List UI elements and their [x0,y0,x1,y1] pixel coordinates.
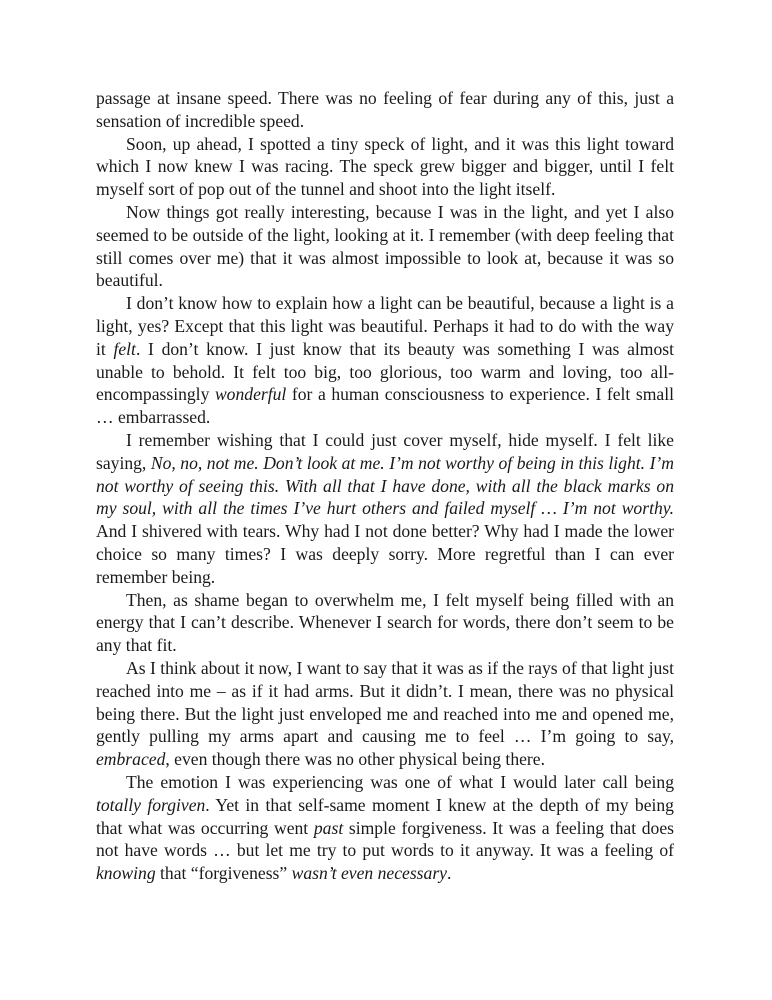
paragraph-text: . [446,863,452,884]
book-page-body [96,87,674,885]
paragraph-text: . I don’t know. I just know that its beauty was something I was almost unable to behold. It felt too big, too glorious, too warm and loving, too all-encompassingly [96,338,674,405]
italic-text: totally forgiven [96,794,206,815]
paragraph-text: . Yet in that self-same moment I knew at the depth of my being that what was occurring went [96,794,674,838]
italic-text: wasn’t even necessary [291,863,447,884]
paragraph-7 [96,657,674,771]
paragraph-text: As I think about it now, I want to say that it was as if the rays of that light just reached into me – as if it had arms. But it didn’t. I mean, there was no physical being there. But the light just enveloped me and reached into me and opened me, gently pulling my arms apart and causing me to feel … I’m going to say, [96,657,674,747]
italic-text: knowing [96,863,156,884]
italic-text: embraced [96,749,166,770]
paragraph-4 [96,292,674,429]
italic-text: felt [113,338,136,359]
paragraph-text: simple forgiveness. It was a feeling that does not have words … but let me try to put words to it anyway. It was a feeling of [96,817,675,861]
paragraph-text: The emotion I was experiencing was one of what I would later call being [126,771,674,792]
paragraph-1 [96,87,674,133]
paragraph-text: Soon, up ahead, I spotted a tiny speck of light, and it was this light toward which I now knew I was racing. The speck grew bigger and bigger, until I felt myself sort of pop out of the tunnel and shoot into the light itself. [96,133,674,200]
paragraph-8 [96,771,674,885]
paragraph-text: Now things got really interesting, because I was in the light, and yet I also seemed to be outside of the light, looking at it. I remember (with deep feeling that still comes over me) that it was almost impossible to look at, because it was so beautiful. [96,201,674,291]
paragraph-5 [96,429,674,589]
paragraph-6 [96,589,674,657]
paragraph-text: that “forgiveness” [155,863,292,884]
paragraph-2 [96,133,674,201]
paragraph-text: I don’t know how to explain how a light can be beautiful, because a light is a light, yes? Except that this light was beautiful. Perhaps it had to do with the way it [96,293,674,359]
paragraph-text: for a human consciousness to experience. I felt small … embarrassed. [96,384,674,428]
paragraph-text: Then, as shame began to overwhelm me, I felt myself being filled with an energy that I can’t describe. Whenever I search for words, there don’t seem to be any that fit. [96,589,674,656]
italic-text: No, no, not me. Don’t look at me. I’m not worthy of being in this light. I’m not worthy of seeing this. With all that I have done, with all the black marks on my soul, with all the times I’ve hurt others and failed myself … I’m not worthy. [96,452,674,519]
paragraph-text: And I shivered with tears. Why had I not done better? Why had I made the lower choice so many times? I was deeply sorry. More regretful than I can ever remember being. [96,521,674,587]
paragraph-3 [96,201,674,292]
paragraph-text: I remember wishing that I could just cover myself, hide myself. I felt like saying, [96,429,674,473]
paragraph-text: passage at insane speed. There was no feeling of fear during any of this, just a sensation of incredible speed. [96,88,674,131]
italic-text: past [313,817,344,838]
paragraph-text: , even though there was no other physical being there. [165,749,545,770]
italic-text: wonderful [214,384,287,405]
